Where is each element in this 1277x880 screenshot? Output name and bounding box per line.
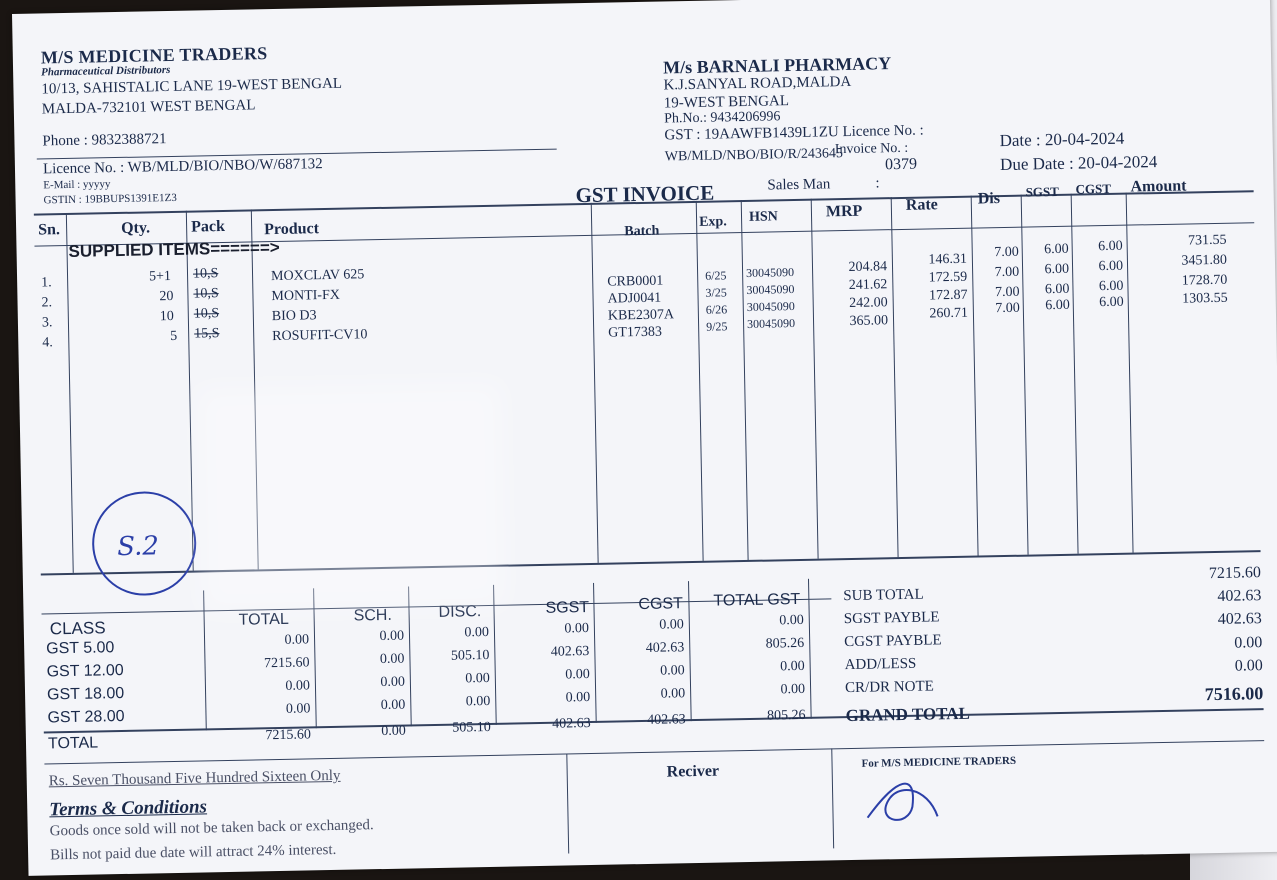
class-cgst-header: CGST: [638, 595, 684, 614]
class-total: 0.00: [285, 701, 311, 717]
class-sgst: 402.63: [552, 716, 591, 732]
class-label: GST 5.00: [46, 639, 115, 658]
col-qty: Qty.: [120, 219, 151, 237]
item-cgst: 6.00: [1098, 258, 1124, 275]
item-rate: 260.71: [929, 305, 969, 322]
item-rate: 146.31: [928, 251, 968, 268]
class-disc: 0.00: [464, 624, 490, 641]
terms-line-2: Bills not paid due date will attract 24% interest.: [50, 841, 337, 864]
class-sch: 0.00: [381, 723, 406, 740]
salesman-colon: :: [875, 175, 880, 192]
item-cgst: 6.00: [1098, 238, 1123, 255]
invoice-no: 0379: [884, 155, 918, 174]
col-product: Product: [264, 220, 320, 239]
col-cgst: CGST: [1075, 180, 1112, 197]
summary-label: CR/DR NOTE: [844, 678, 934, 697]
class-label: TOTAL: [47, 734, 99, 753]
item-rate: 172.59: [928, 269, 968, 286]
buyer-licence: WB/MLD/NBO/BIO/R/243645: [664, 146, 844, 165]
item-qty: 5+1: [148, 268, 172, 285]
buyer-phone: Ph.No.: 9434206996: [663, 109, 781, 127]
item-cgst: 6.00: [1099, 294, 1124, 311]
salesman-label: Sales Man: [767, 176, 831, 194]
summary-label: SUB TOTAL: [843, 586, 924, 605]
class-cgst: 402.63: [645, 640, 685, 656]
receiver-label: Reciver: [666, 762, 720, 781]
handwritten-mark-text: S.2: [116, 531, 160, 563]
class-cgst: 0.00: [659, 617, 684, 633]
buyer-name: M/s BARNALI PHARMACY: [662, 53, 892, 78]
summary-value: 0.00: [1234, 657, 1263, 675]
item-hsn: 30045090: [746, 299, 795, 314]
invoice-title: GST INVOICE: [575, 180, 715, 208]
item-sgst: 6.00: [1045, 297, 1070, 314]
buyer-address-2: 19-WEST BENGAL: [663, 93, 790, 112]
class-total: 7215.60: [263, 655, 310, 672]
class-label: GST 28.00: [47, 707, 125, 727]
item-sgst: 6.00: [1044, 281, 1070, 298]
item-qty: 20: [159, 288, 174, 305]
item-mrp: 204.84: [848, 259, 888, 275]
item-rate: 172.87: [928, 287, 968, 304]
item-sn: 4.: [42, 335, 53, 351]
col-rate: Rate: [905, 196, 938, 214]
col-exp: Exp.: [698, 214, 727, 230]
summary-value: 0.00: [1234, 634, 1263, 652]
item-pack: 10,S: [193, 306, 220, 322]
item-sn: 1.: [41, 275, 52, 291]
terms-title: Terms & Conditions: [49, 796, 208, 821]
item-pack: 15,S: [194, 326, 220, 342]
item-hsn: 30045090: [746, 316, 796, 331]
item-batch: ADJ0041: [607, 290, 662, 307]
item-exp: 3/25: [705, 285, 727, 300]
class-label: GST 18.00: [46, 684, 125, 704]
class-cgst: 0.00: [660, 663, 685, 679]
item-batch: KBE2307A: [607, 307, 675, 324]
class-totalgst: 0.00: [780, 681, 806, 698]
col-dis: Dis: [977, 190, 1001, 208]
class-totalgst-header: TOTAL GST: [713, 590, 801, 610]
for-company-label: For M/S MEDICINE TRADERS: [861, 754, 1017, 770]
class-sgst: 402.63: [550, 644, 590, 660]
item-batch: GT17383: [608, 324, 663, 341]
class-totalgst: 805.26: [765, 635, 805, 652]
col-mrp: MRP: [825, 202, 863, 221]
item-sgst: 6.00: [1044, 261, 1070, 278]
class-sgst: 0.00: [564, 621, 590, 637]
seller-subtitle: Pharmaceutical Distributors: [41, 63, 171, 79]
item-qty: 5: [170, 328, 178, 345]
class-cgst: 402.63: [647, 712, 686, 728]
item-sgst: 6.00: [1044, 241, 1069, 258]
item-exp: 9/25: [705, 319, 728, 334]
signature-scribble: [857, 766, 948, 828]
class-sch: 0.00: [380, 674, 406, 691]
item-cgst: 6.00: [1098, 278, 1124, 295]
item-dis: 7.00: [994, 244, 1019, 261]
seller-name: M/S MEDICINE TRADERS: [40, 43, 268, 68]
col-pack: Pack: [190, 217, 226, 236]
item-amount: 3451.80: [1181, 252, 1228, 269]
summary-value: 402.63: [1217, 610, 1263, 628]
item-amount: 1303.55: [1182, 290, 1228, 307]
item-product: ROSUFIT-CV10: [272, 327, 368, 345]
buyer-address-1: K.J.SANYAL ROAD,MALDA: [663, 73, 852, 94]
class-totalgst: 0.00: [779, 612, 804, 629]
terms-line-1: Goods once sold will not be taken back or exchanged.: [49, 817, 374, 840]
summary-value: 402.63: [1217, 587, 1262, 605]
class-total: 7215.60: [265, 727, 312, 744]
item-hsn: 30045090: [745, 265, 795, 280]
grand-total-value: 7516.00: [1204, 683, 1264, 705]
col-amount: Amount: [1130, 177, 1187, 196]
col-sgst: SGST: [1025, 183, 1059, 200]
class-sch-header: SCH.: [353, 606, 393, 625]
class-totalgst: 805.26: [766, 707, 806, 724]
item-dis: 7.00: [994, 264, 1020, 281]
class-header: CLASS: [49, 618, 106, 639]
item-mrp: 365.00: [849, 313, 889, 329]
item-product: MOXCLAV 625: [270, 267, 365, 285]
seller-licence: Licence No. : WB/MLD/BIO/NBO/W/687132: [42, 156, 323, 178]
seller-email: E-Mail : yyyyy: [43, 178, 111, 192]
item-hsn: 30045090: [746, 282, 795, 297]
buyer-gst: GST : 19AAWFB1439L1ZU Licence No. :: [664, 122, 924, 144]
item-sn: 3.: [41, 315, 53, 331]
summary-value: 7215.60: [1208, 564, 1262, 583]
item-qty: 10: [159, 308, 174, 325]
item-sn: 2.: [41, 295, 53, 311]
invoice-no-label: Invoice No. :: [834, 140, 909, 158]
class-label: GST 12.00: [46, 661, 124, 681]
item-exp: 6/25: [705, 268, 727, 283]
item-batch: CRB0001: [607, 273, 664, 290]
summary-label: ADD/LESS: [844, 655, 917, 674]
seller-gstin: GSTIN : 19BBUPS1391E1Z3: [43, 191, 177, 207]
item-dis: 7.00: [995, 300, 1020, 317]
class-cgst: 0.00: [660, 686, 686, 702]
class-total-header: TOTAL: [238, 610, 289, 629]
class-sch: 0.00: [380, 697, 406, 714]
class-disc: 505.10: [452, 719, 491, 736]
summary-label: CGST PAYBLE: [844, 632, 942, 651]
invoice-date: Date : 20-04-2024: [999, 128, 1125, 151]
item-mrp: 242.00: [849, 295, 888, 311]
due-date: Due Date : 20-04-2024: [999, 152, 1158, 175]
class-total: 0.00: [285, 678, 311, 694]
item-product: MONTI-FX: [271, 287, 341, 305]
item-pack: 10,S: [193, 286, 219, 302]
item-amount: 731.55: [1187, 232, 1227, 249]
amount-in-words: Rs. Seven Thousand Five Hundred Sixteen Only: [48, 767, 341, 790]
class-disc: 505.10: [450, 647, 490, 664]
item-mrp: 241.62: [848, 277, 888, 293]
class-sgst: 0.00: [565, 667, 590, 683]
col-sn: Sn.: [37, 221, 61, 239]
class-disc-header: DISC.: [438, 603, 482, 621]
item-product: BIO D3: [271, 308, 317, 325]
item-amount: 1728.70: [1181, 272, 1228, 289]
invoice-sheet: [12, 0, 1277, 876]
class-sgst: 0.00: [565, 690, 591, 706]
col-batch: Batch: [624, 223, 660, 240]
class-totalgst: 0.00: [780, 658, 805, 675]
class-sch: 0.00: [379, 628, 405, 645]
class-total: 0.00: [284, 632, 310, 648]
class-disc: 0.00: [465, 693, 491, 710]
item-pack: 10,S: [192, 266, 219, 282]
col-hsn: HSN: [748, 209, 778, 225]
class-sch: 0.00: [379, 651, 405, 668]
item-exp: 6/26: [705, 302, 728, 317]
supplied-items-label: SUPPLIED ITEMS======>: [68, 237, 280, 261]
item-dis: 7.00: [994, 284, 1020, 301]
class-disc: 0.00: [465, 670, 490, 687]
seller-address-1: 10/13, SAHISTALIC LANE 19-WEST BENGAL: [41, 75, 343, 98]
class-sgst-header: SGST: [545, 599, 590, 617]
summary-label: SGST PAYBLE: [843, 609, 940, 628]
seller-address-2: MALDA-732101 WEST BENGAL: [41, 97, 256, 118]
grand-total-label: GRAND TOTAL: [845, 703, 971, 726]
seller-phone: Phone : 9832388721: [42, 131, 167, 150]
